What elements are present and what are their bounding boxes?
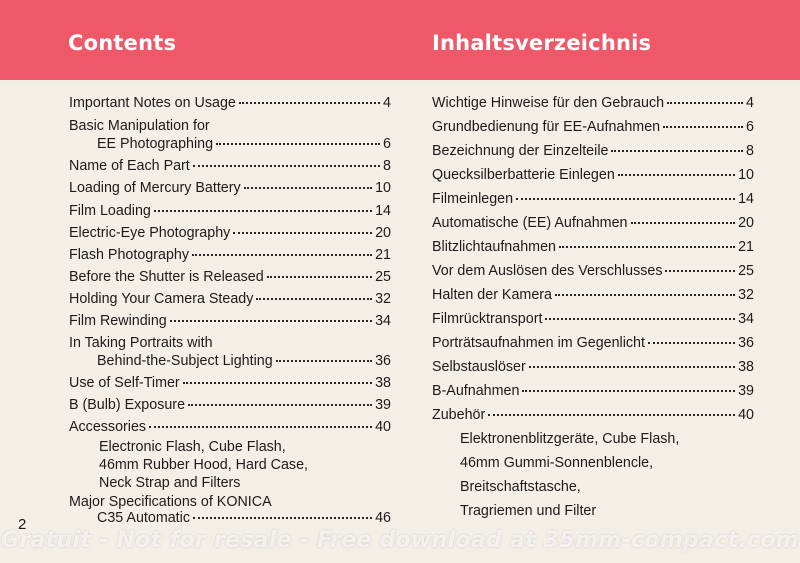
toc-page: 20 bbox=[375, 225, 391, 241]
leader-dots bbox=[154, 210, 372, 212]
toc-page: 38 bbox=[375, 375, 391, 391]
leader-dots bbox=[170, 320, 372, 322]
toc-label: Halten der Kamera bbox=[432, 287, 552, 303]
toc-entry bbox=[432, 214, 754, 238]
leader-dots bbox=[188, 404, 372, 406]
toc-page: 32 bbox=[738, 287, 754, 303]
inhalt-list bbox=[432, 94, 754, 526]
contents-list bbox=[69, 94, 391, 527]
toc-label: C35 Automatic bbox=[97, 510, 190, 526]
toc-subline: Neck Strap and Filters bbox=[99, 475, 241, 491]
leader-dots bbox=[193, 165, 380, 167]
toc-entry bbox=[432, 142, 754, 166]
toc-entry bbox=[69, 202, 391, 224]
leader-dots bbox=[276, 360, 372, 362]
toc-page: 39 bbox=[738, 383, 754, 399]
leader-dots bbox=[529, 366, 735, 368]
inhaltsverzeichnis-title: Inhaltsverzeichnis bbox=[432, 31, 652, 55]
toc-page: 36 bbox=[738, 335, 754, 351]
toc-entry bbox=[432, 286, 754, 310]
toc-page: 10 bbox=[375, 180, 391, 196]
toc-page: 8 bbox=[746, 143, 754, 159]
toc-label: Loading of Mercury Battery bbox=[69, 180, 241, 196]
toc-entry bbox=[69, 179, 391, 202]
header-band bbox=[0, 0, 800, 80]
leader-dots bbox=[611, 150, 743, 152]
toc-label: B (Bulb) Exposure bbox=[69, 397, 186, 413]
toc-entry bbox=[432, 334, 754, 358]
toc-label: Important Notes on Usage bbox=[69, 95, 236, 111]
toc-entry bbox=[69, 157, 391, 179]
toc-entry bbox=[69, 290, 391, 312]
toc-page: 25 bbox=[375, 269, 391, 285]
leader-dots bbox=[522, 390, 735, 392]
toc-page: 4 bbox=[383, 95, 391, 111]
toc-entry bbox=[69, 396, 391, 418]
toc-page: 32 bbox=[375, 291, 391, 307]
toc-label: Grundbedienung für EE-Aufnahmen bbox=[432, 119, 661, 135]
leader-dots bbox=[267, 276, 372, 278]
toc-page: 40 bbox=[375, 419, 391, 435]
leader-dots bbox=[239, 102, 380, 104]
toc-label: Filmeinlegen bbox=[432, 191, 514, 207]
leader-dots bbox=[631, 222, 736, 224]
toc-label: Vor dem Auslösen des Verschlusses bbox=[432, 263, 663, 279]
toc-entry bbox=[432, 358, 754, 382]
toc-entry bbox=[69, 509, 391, 527]
toc-entry bbox=[69, 312, 391, 334]
toc-subline: Electronic Flash, Cube Flash, bbox=[99, 439, 286, 455]
toc-label: Flash Photography bbox=[69, 247, 190, 263]
toc-page: 4 bbox=[746, 95, 754, 111]
leader-dots bbox=[244, 187, 372, 189]
toc-label: Before the Shutter is Released bbox=[69, 269, 264, 285]
toc-subline: Tragriemen und Filter bbox=[460, 503, 597, 519]
toc-page: 10 bbox=[738, 167, 754, 183]
toc-entry bbox=[432, 118, 754, 142]
toc-page: 46 bbox=[375, 510, 391, 526]
toc-page: 6 bbox=[383, 136, 391, 152]
leader-dots bbox=[233, 232, 372, 234]
toc-page: 36 bbox=[375, 353, 391, 369]
toc-label: EE Photographing bbox=[97, 136, 214, 152]
toc-entry bbox=[432, 94, 754, 118]
leader-dots bbox=[648, 342, 735, 344]
toc-entry bbox=[69, 224, 391, 246]
leader-dots bbox=[555, 294, 735, 296]
leader-dots bbox=[216, 143, 380, 145]
leader-dots bbox=[545, 318, 735, 320]
toc-label: Selbstauslöser bbox=[432, 359, 526, 375]
toc-entry bbox=[432, 406, 754, 430]
toc-page: 20 bbox=[738, 215, 754, 231]
toc-label: Bezeichnung der Einzelteile bbox=[432, 143, 609, 159]
toc-entry bbox=[69, 352, 391, 374]
toc-label: Quecksilberbatterie Einlegen bbox=[432, 167, 615, 183]
toc-entry bbox=[432, 310, 754, 334]
leader-dots bbox=[192, 254, 372, 256]
toc-entry-line1: Major Specifications of KONICA bbox=[69, 494, 272, 510]
toc-entry-line1: Basic Manipulation for bbox=[69, 118, 210, 134]
toc-label: Zubehör bbox=[432, 407, 486, 423]
leader-dots bbox=[665, 270, 735, 272]
toc-page: 21 bbox=[375, 247, 391, 263]
toc-label: Holding Your Camera Steady bbox=[69, 291, 254, 307]
leader-dots bbox=[516, 198, 735, 200]
toc-page: 6 bbox=[746, 119, 754, 135]
toc-label: Automatische (EE) Aufnahmen bbox=[432, 215, 628, 231]
watermark-text: Gratuit - Not for resale - Free download at 35mm-compact.com bbox=[1, 528, 799, 553]
toc-label: B-Aufnahmen bbox=[432, 383, 520, 399]
toc-entry bbox=[432, 190, 754, 214]
toc-page: 21 bbox=[738, 239, 754, 255]
toc-entry bbox=[69, 418, 391, 438]
toc-label: Electric-Eye Photography bbox=[69, 225, 231, 241]
leader-dots bbox=[559, 246, 735, 248]
toc-label: Film Rewinding bbox=[69, 313, 167, 329]
toc-page: 14 bbox=[375, 203, 391, 219]
toc-label: Wichtige Hinweise für den Gebrauch bbox=[432, 95, 665, 111]
toc-subline: Elektronenblitzgeräte, Cube Flash, bbox=[460, 431, 680, 447]
toc-label: Blitzlichtaufnahmen bbox=[432, 239, 556, 255]
toc-entry bbox=[432, 382, 754, 406]
leader-dots bbox=[667, 102, 743, 104]
toc-subline: 46mm Rubber Hood, Hard Case, bbox=[99, 457, 308, 473]
toc-label: Film Loading bbox=[69, 203, 151, 219]
toc-entry-line1: In Taking Portraits with bbox=[69, 335, 213, 351]
toc-page: 39 bbox=[375, 397, 391, 413]
toc-entry bbox=[69, 135, 391, 157]
toc-page: 14 bbox=[738, 191, 754, 207]
leader-dots bbox=[488, 414, 735, 416]
toc-label: Filmrücktransport bbox=[432, 311, 543, 327]
toc-entry bbox=[69, 246, 391, 268]
toc-page: 34 bbox=[738, 311, 754, 327]
toc-page: 34 bbox=[375, 313, 391, 329]
toc-label: Accessories bbox=[69, 419, 147, 435]
toc-label: Porträtsaufnahmen im Gegenlicht bbox=[432, 335, 645, 351]
leader-dots bbox=[618, 174, 735, 176]
toc-entry bbox=[432, 166, 754, 190]
toc-entry bbox=[432, 238, 754, 262]
toc-entry bbox=[432, 262, 754, 286]
toc-page: 25 bbox=[738, 263, 754, 279]
toc-page: 40 bbox=[738, 407, 754, 423]
toc-entry bbox=[69, 374, 391, 396]
toc-subline: Breitschaftstasche, bbox=[460, 479, 581, 495]
page-number: 2 bbox=[18, 516, 27, 533]
toc-page: 38 bbox=[738, 359, 754, 375]
toc-label: Behind-the-Subject Lighting bbox=[97, 353, 273, 369]
leader-dots bbox=[149, 426, 372, 428]
leader-dots bbox=[183, 382, 372, 384]
toc-entry bbox=[69, 268, 391, 290]
toc-label: Name of Each Part bbox=[69, 158, 190, 174]
leader-dots bbox=[193, 517, 372, 519]
toc-subline: 46mm Gummi-Sonnenblencle, bbox=[460, 455, 654, 471]
leader-dots bbox=[663, 126, 743, 128]
toc-page: 8 bbox=[383, 158, 391, 174]
leader-dots bbox=[256, 298, 372, 300]
toc-entry bbox=[69, 94, 391, 117]
contents-title: Contents bbox=[68, 31, 177, 55]
toc-label: Use of Self-Timer bbox=[69, 375, 180, 391]
